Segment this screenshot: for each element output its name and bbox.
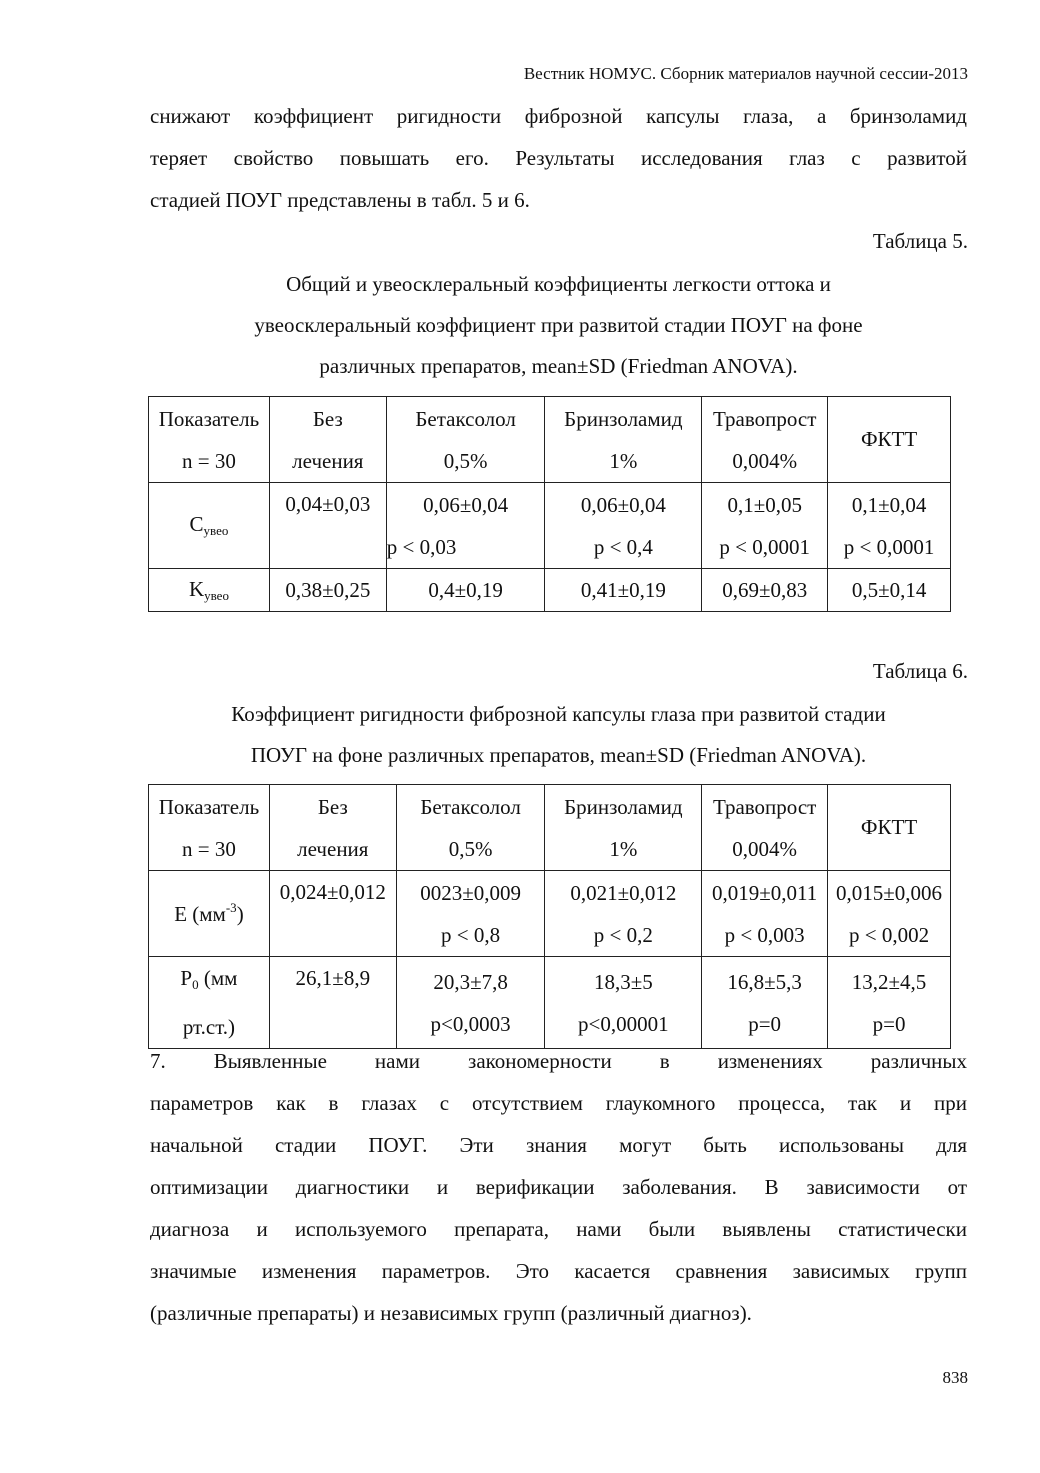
table5-cell: 0,69±0,83 <box>702 569 828 612</box>
table6-row-label: $P_0$ (мм рт.ст.) <box>149 957 270 1049</box>
table6-row-label: E $(мм^{-3})$ <box>149 871 270 957</box>
page-number: 838 <box>942 1368 968 1387</box>
intro-line: стадией ПОУГ представлены в табл. 5 и 6. <box>150 188 530 212</box>
table6-header-cell: Бринзоламид 1% <box>545 785 702 871</box>
table5-cell: 0,1±0,05 p < 0,0001 <box>702 483 828 569</box>
table6-header-row <box>149 785 951 871</box>
table6-cell: 0,015±0,006 p < 0,002 <box>828 871 951 957</box>
table6-title-line: ПОУГ на фоне различных препаратов, mean±SD (Friedman ANOVA). <box>250 743 867 767</box>
table5-title-line: Общий и увеосклеральный коэффициенты легкости оттока и <box>286 272 831 296</box>
intro-line: снижают коэффициент ригидности фиброзной капсулы глаза, а бринзоламид <box>150 104 967 128</box>
table5-row-label: $C_{увео}$ <box>149 483 270 569</box>
conclusion-line: 7. Выявленные нами закономерности в изменениях различных <box>150 1049 967 1073</box>
table6-cell: 26,1±8,9 <box>269 957 396 1049</box>
table5-title <box>100 264 1017 387</box>
table6-cell: 0,021±0,012 p < 0,2 <box>545 871 702 957</box>
table5-header-cell: Бетаксолол 0,5% <box>386 397 545 483</box>
table5-cell: 0,06±0,04 p < 0,4 <box>545 483 702 569</box>
table6-cell: 0,019±0,011 p < 0,003 <box>702 871 828 957</box>
table5-cell: 0,4±0,19 <box>386 569 545 612</box>
table5-header-cell: Показатель n = 30 <box>149 397 270 483</box>
intro-line: теряет свойство повышать его. Результаты исследования глаз с развитой <box>150 146 967 170</box>
table6-header-cell: Без лечения <box>269 785 396 871</box>
table6-title <box>100 694 1017 776</box>
table6-cell: 18,3±5 p<0,00001 <box>545 957 702 1049</box>
intro-paragraph <box>150 95 967 221</box>
table5-header-cell: Травопрост 0,004% <box>702 397 828 483</box>
table6-cell: 16,8±5,3 p=0 <box>702 957 828 1049</box>
table5-header-cell: Бринзоламид 1% <box>545 397 702 483</box>
table5-cell: 0,1±0,04 p < 0,0001 <box>828 483 951 569</box>
conclusion-line: значимые изменения параметров. Это касается сравнения зависимых групп <box>150 1259 967 1283</box>
conclusion-line: диагноза и используемого препарата, нами были выявлены статистически <box>150 1217 967 1241</box>
table6 <box>148 784 951 1049</box>
table5-header-cell: Без лечения <box>269 397 386 483</box>
conclusion-line: параметров как в глазах с отсутствием глаукомного процесса, так и при <box>150 1091 967 1115</box>
table6-cell: 20,3±7,8 p<0,0003 <box>396 957 545 1049</box>
table5-cell: 0,5±0,14 <box>828 569 951 612</box>
table6-header-cell: Травопрост 0,004% <box>702 785 828 871</box>
conclusion-paragraph <box>150 1040 967 1334</box>
table5-header-row <box>149 397 951 483</box>
table5-cell: 0,04±0,03 <box>269 483 386 569</box>
table5-cell: 0,38±0,25 <box>269 569 386 612</box>
table6-header-cell: Бетаксолол 0,5% <box>396 785 545 871</box>
table5-title-line: различных препаратов, mean±SD (Friedman ANOVA). <box>319 354 798 378</box>
table5-row <box>149 569 951 612</box>
table6-cell: 0,024±0,012 <box>269 871 396 957</box>
table5-title-line: увеосклеральный коэффициент при развитой стадии ПОУГ на фоне <box>254 313 863 337</box>
conclusion-line: начальной стадии ПОУГ. Эти знания могут быть использованы для <box>150 1133 967 1157</box>
table6-title-line: Коэффициент ригидности фиброзной капсулы глаза при развитой стадии <box>231 702 886 726</box>
table6-header-cell: ФКТТ <box>828 785 951 871</box>
table6-row <box>149 871 951 957</box>
table6-caption: Таблица 6. <box>872 659 968 683</box>
table5-row <box>149 483 951 569</box>
table5-cell: 0,41±0,19 <box>545 569 702 612</box>
table6-header-cell: Показатель n = 30 <box>149 785 270 871</box>
table5-caption: Таблица 5. <box>872 229 968 253</box>
table5-row-label: $K_{увео}$ <box>149 569 270 612</box>
conclusion-line: (различные препараты) и независимых групп (различный диагноз). <box>150 1301 752 1325</box>
table6-cell: 0023±0,009 p < 0,8 <box>396 871 545 957</box>
table5-cell: 0,06±0,04 p < 0,03 <box>386 483 545 569</box>
table6-row <box>149 957 951 1049</box>
table6-cell: 13,2±4,5 p=0 <box>828 957 951 1049</box>
table5 <box>148 396 951 612</box>
conclusion-line: оптимизации диагностики и верификации заболевания. В зависимости от <box>150 1175 967 1199</box>
running-header: Вестник НОМУС. Сборник материалов научной сессии-2013 <box>523 64 968 83</box>
table5-header-cell: ФКТТ <box>828 397 951 483</box>
